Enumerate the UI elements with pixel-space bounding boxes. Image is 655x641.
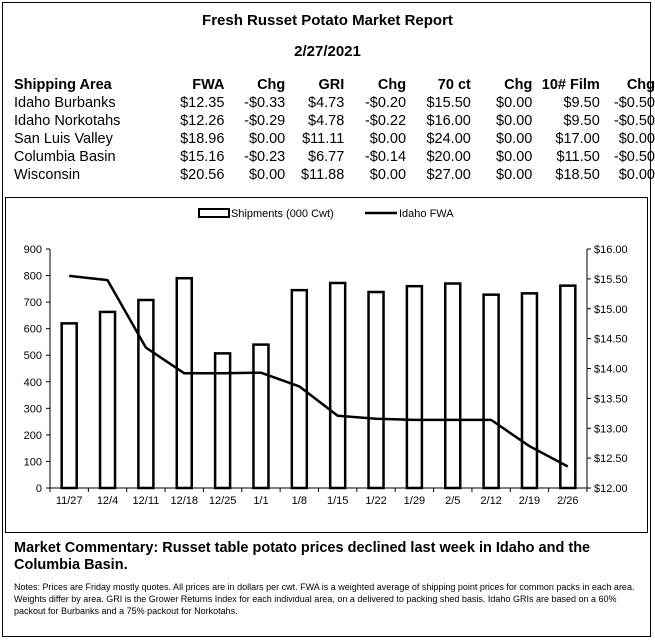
report-date: 2/27/2021 [294, 43, 361, 60]
x-tick-label: 1/8 [291, 495, 307, 507]
legend-label-shipments: Shipments (000 Cwt) [231, 208, 334, 220]
table-cell: $4.78 [308, 113, 345, 129]
left-tick-label: 200 [23, 429, 42, 442]
column-header-gri: GRI [318, 77, 345, 93]
x-tick-label: 2/12 [480, 495, 502, 507]
table-cell: $0.00 [248, 131, 286, 147]
right-tick-label: $13.00 [594, 423, 628, 436]
column-header-fwa-chg: Chg [257, 77, 286, 93]
table-cell: -$0.14 [364, 149, 407, 165]
x-tick-label: 12/4 [96, 495, 119, 507]
left-tick-label: 700 [23, 297, 42, 310]
table-cell: $0.00 [618, 131, 655, 147]
table-cell: $0.00 [618, 167, 655, 183]
right-tick-label: $14.00 [594, 363, 628, 376]
left-tick-label: 500 [23, 350, 42, 363]
table-cell: -$0.50 [613, 113, 655, 129]
table-cell: -$0.23 [244, 149, 286, 165]
left-tick-label: 600 [23, 323, 42, 336]
table-cell: $17.00 [555, 131, 600, 147]
column-header-70ct-chg: Chg [504, 77, 533, 93]
table-cell: $11.50 [556, 149, 600, 165]
x-tick-label: 2/19 [518, 495, 541, 507]
table-cell: $20.56 [180, 167, 225, 183]
x-tick-label: 2/26 [557, 495, 579, 507]
right-tick-label: $16.00 [594, 244, 628, 256]
table-cell: -$0.50 [613, 95, 655, 111]
table-cell: Idaho Norkotahs [14, 113, 121, 129]
table-cell: -$0.22 [364, 113, 407, 129]
x-tick-label: 2/5 [445, 495, 461, 507]
x-tick-label: 1/1 [253, 495, 269, 507]
table-cell: $0.00 [369, 167, 407, 183]
table-cell: $0.00 [248, 167, 286, 183]
x-tick-label: 12/11 [132, 495, 160, 507]
table-cell: Wisconsin [14, 167, 81, 183]
column-header-10lb-film-chg: Chg [626, 77, 655, 93]
table-cell: $6.77 [308, 149, 345, 165]
shipment-bar [177, 278, 192, 488]
left-tick-label: 0 [35, 483, 42, 495]
shipment-bar [62, 323, 77, 488]
shipment-bar [369, 292, 384, 488]
table-cell: $9.50 [563, 95, 600, 111]
shipments-price-chart [5, 197, 648, 533]
table-cell: -$0.50 [613, 149, 655, 165]
x-tick-label: 11/27 [55, 495, 83, 507]
left-tick-label: 800 [23, 270, 42, 283]
market-commentary: Market Commentary: Russet table potato prices declined last week in Idaho and the Columbia Basin. [14, 540, 591, 573]
table-cell: Columbia Basin [14, 149, 116, 165]
table-cell: $12.35 [180, 95, 225, 111]
table-cell: -$0.33 [244, 95, 286, 111]
table-cell: $0.00 [496, 113, 533, 129]
table-cell: $18.96 [180, 131, 225, 147]
shipment-bar [484, 295, 499, 488]
table-row [14, 148, 655, 166]
table-cell: San Luis Valley [14, 131, 113, 147]
x-tick-label: 1/22 [365, 495, 387, 507]
table-cell: $11.88 [301, 167, 345, 183]
table-cell: $20.00 [426, 149, 471, 165]
table-cell: $24.00 [426, 131, 471, 147]
shipment-bar [253, 345, 268, 488]
column-header-fwa: FWA [192, 77, 225, 93]
table-row [14, 166, 655, 184]
right-tick-label: $15.00 [594, 303, 628, 316]
x-tick-label: 1/15 [326, 495, 349, 507]
column-header-10lb-film: 10# Film [541, 77, 600, 93]
shipment-bar [407, 286, 422, 488]
x-tick-label: 1/29 [403, 495, 426, 507]
right-tick-label: $13.50 [594, 393, 628, 406]
table-cell: $27.00 [426, 167, 471, 183]
right-tick-label: $12.00 [594, 483, 628, 495]
left-tick-label: 400 [23, 376, 42, 389]
shipment-bar [445, 284, 460, 488]
right-tick-label: $14.50 [594, 333, 628, 346]
legend-bar-swatch [199, 209, 229, 217]
x-tick-label: 12/18 [170, 495, 199, 507]
table-cell: $15.50 [426, 95, 471, 111]
table-cell: -$0.20 [364, 95, 407, 111]
x-tick-label: 12/25 [208, 495, 237, 507]
table-cell: $9.50 [563, 113, 600, 129]
table-cell: $12.26 [180, 113, 225, 129]
shipment-bar [138, 300, 153, 488]
report-title: Fresh Russet Potato Market Report [202, 12, 453, 29]
shipment-bar [330, 283, 345, 488]
table-cell: $4.73 [308, 95, 345, 111]
table-cell: $16.00 [426, 113, 471, 129]
left-tick-label: 100 [23, 456, 42, 469]
shipment-bar [100, 312, 115, 488]
notes: Notes: Prices are Friday mostly quotes. All prices are in dollars per cwt. FWA is a weighted average of shipping point prices for common packs in each area. Weights differ by area. GRI is the Grower Returns Index for each individual area, on a delivered to packing shed basis. Idaho GRIs are based on a 60% packout for Burbanks and a 75% packout for Norkotahs. [14, 582, 635, 616]
left-tick-label: 900 [23, 244, 42, 256]
left-tick-label: 300 [23, 403, 42, 416]
column-header-shipping-area: Shipping Area [14, 77, 112, 93]
table-row [14, 112, 655, 130]
table-row [14, 130, 655, 148]
table-cell: $18.50 [555, 167, 600, 183]
column-header-gri-chg: Chg [377, 77, 407, 93]
right-tick-label: $15.50 [594, 273, 628, 286]
table-cell: $15.16 [180, 149, 225, 165]
table-cell: Idaho Burbanks [14, 95, 116, 111]
shipment-bars [62, 278, 576, 488]
table-cell: -$0.29 [244, 113, 286, 129]
table-cell: $0.00 [496, 149, 533, 165]
shipment-bar [560, 286, 575, 488]
table-cell: $0.00 [369, 131, 407, 147]
table-cell: $0.00 [496, 95, 533, 111]
table-row [14, 94, 655, 112]
price-table-header-row [14, 76, 655, 94]
right-tick-label: $12.50 [594, 453, 628, 466]
shipment-bar [522, 293, 537, 488]
table-cell: $11.11 [302, 131, 345, 147]
chart-legend [199, 208, 454, 220]
table-cell: $0.00 [496, 131, 533, 147]
legend-label-idaho-fwa: Idaho FWA [399, 208, 454, 220]
column-header-70ct: 70 ct [437, 77, 471, 93]
price-table [14, 76, 655, 184]
table-cell: $0.00 [496, 167, 533, 183]
